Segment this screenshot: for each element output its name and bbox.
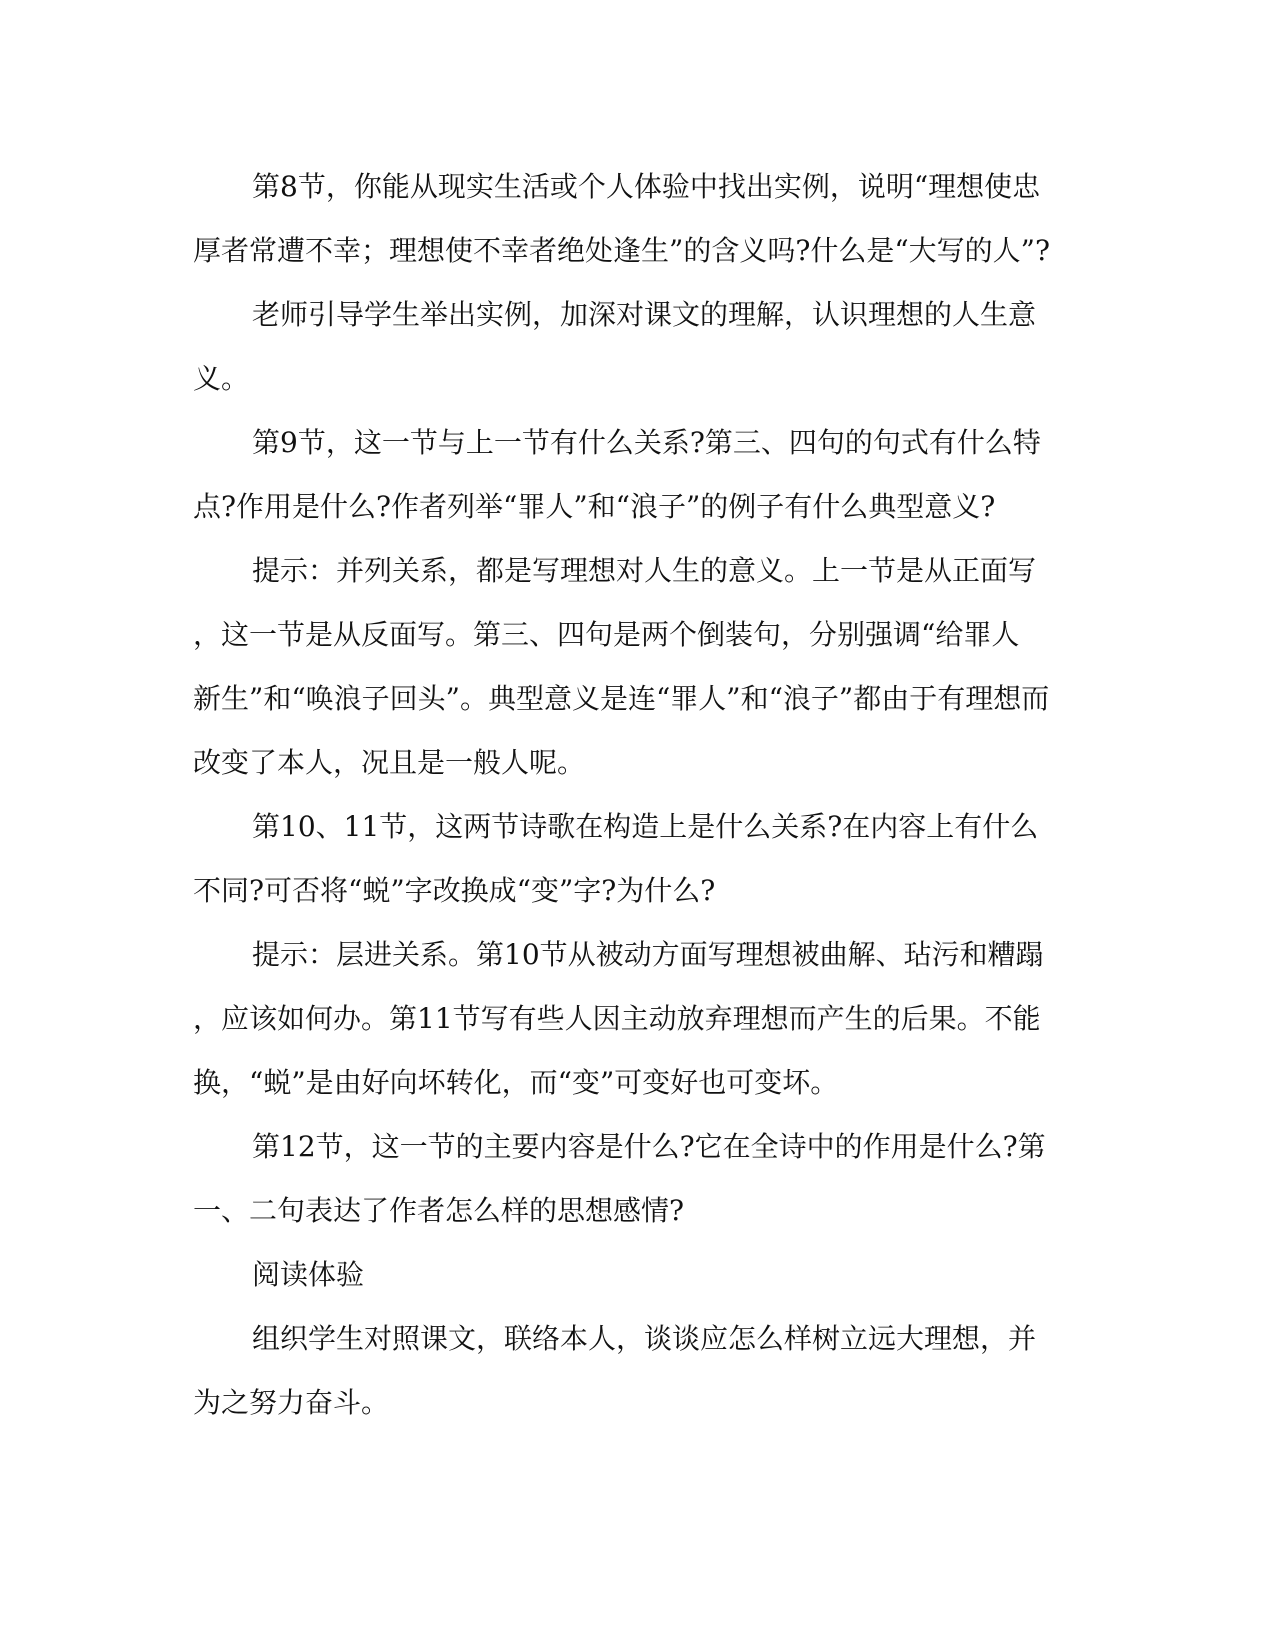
text-line: 义。 — [193, 362, 250, 395]
text-line: 提示：层进关系。第10节从被动方面写理想被曲解、玷污和糟蹋 — [252, 938, 1044, 971]
text-line: 改变了本人，况且是一般人呢。 — [193, 746, 586, 779]
text-line: 换，“蜕”是由好向坏转化，而“变”可变好也可变坏。 — [193, 1066, 839, 1099]
text-line: 提示：并列关系，都是写理想对人生的意义。上一节是从正面写 — [252, 554, 1037, 587]
text-line: 第8节，你能从现实生活或个人体验中找出实例，说明“理想使忠 — [252, 170, 1041, 203]
text-line: 第12节，这一节的主要内容是什么?它在全诗中的作用是什么?第 — [252, 1130, 1046, 1163]
text-line: 新生”和“唤浪子回头”。典型意义是连“罪人”和“浪子”都由于有理想而 — [193, 682, 1050, 715]
text-line: 为之努力奋斗。 — [193, 1386, 390, 1419]
text-line: 一、二句表达了作者怎么样的思想感情? — [193, 1194, 685, 1227]
document-body — [193, 155, 1073, 1435]
text-line: 点?作用是什么?作者列举“罪人”和“浪子”的例子有什么典型意义? — [193, 490, 996, 523]
text-line: 第9节，这一节与上一节有什么关系?第三、四句的句式有什么特 — [252, 426, 1041, 459]
text-line: 不同?可否将“蜕”字改换成“变”字?为什么? — [193, 874, 716, 907]
text-line: 厚者常遭不幸；理想使不幸者绝处逢生”的含义吗?什么是“大写的人”? — [193, 234, 1050, 267]
section-heading: 阅读体验 — [252, 1258, 365, 1291]
text-line: 老师引导学生举出实例，加深对课文的理解，认识理想的人生意 — [252, 298, 1037, 331]
text-line: 第10、11节，这两节诗歌在构造上是什么关系?在内容上有什么 — [252, 810, 1039, 843]
text-line: 组织学生对照课文，联络本人，谈谈应怎么样树立远大理想，并 — [252, 1322, 1037, 1355]
text-line: ，应该如何办。第11节写有些人因主动放弃理想而产生的后果。不能 — [193, 1002, 1041, 1035]
text-line: ，这一节是从反面写。第三、四句是两个倒装句，分别强调“给罪人 — [193, 618, 1020, 651]
